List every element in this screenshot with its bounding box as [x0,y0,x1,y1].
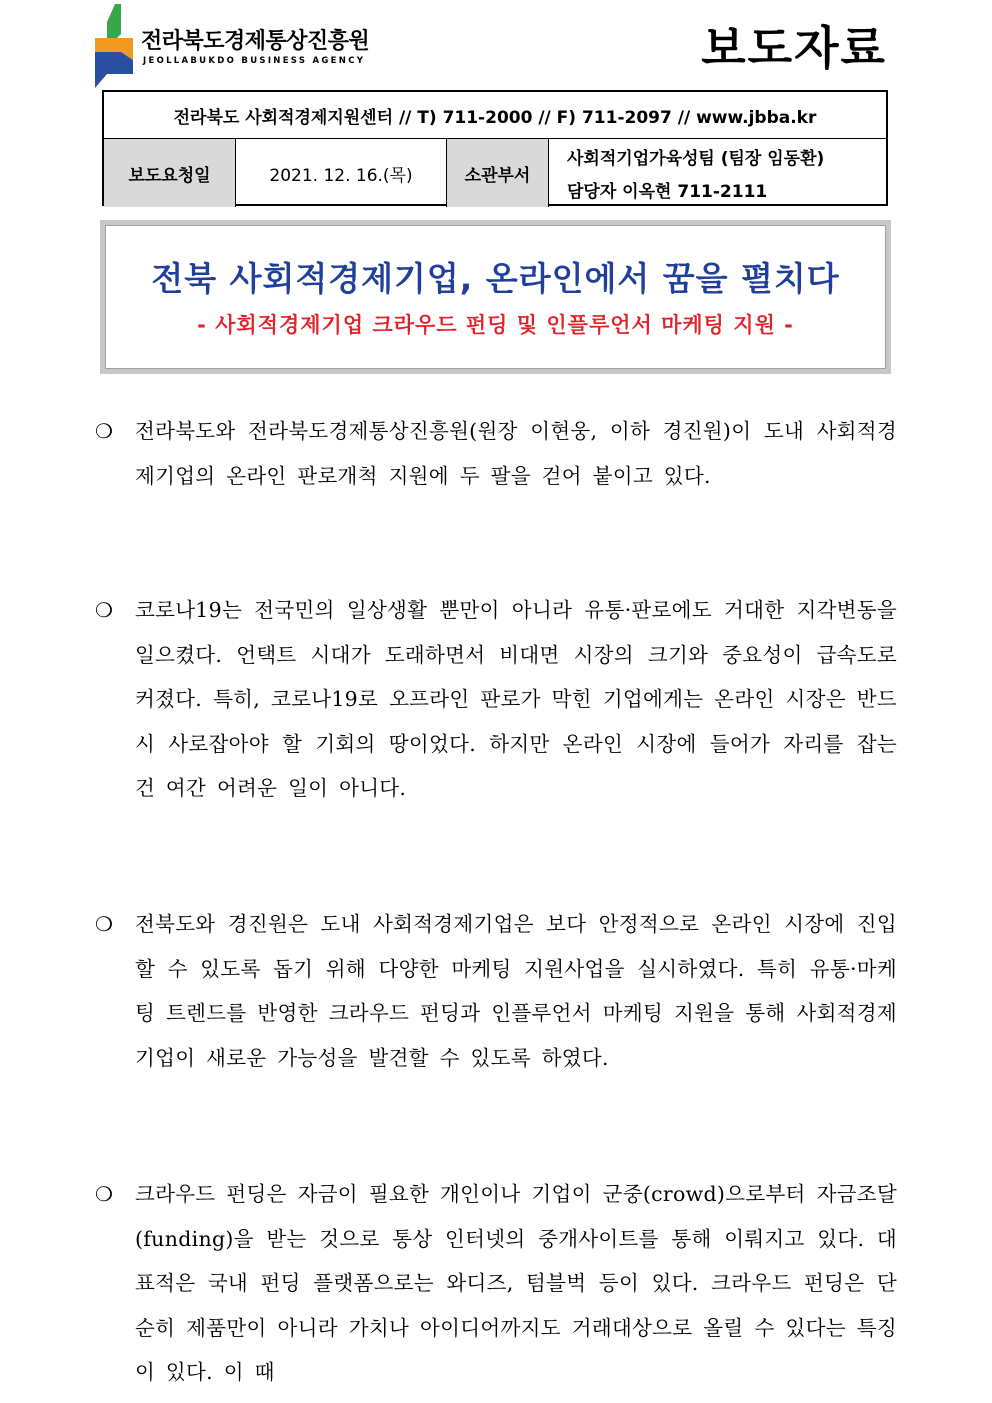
body-paragraph-2 [95,588,897,811]
paragraph-text: 크라우드 펀딩은 자금이 필요한 개인이나 기업이 군중(crowd)으로부터 자금조달(funding)을 받는 것으로 통상 인터넷의 중개사이트를 통해 이뤄지고 있다. 대표적은 국내 펀딩 플랫폼으로는 와디즈, 텀블벅 등이 있다. 크라우드 펀딩은 단순히 제품만이 아니라 가치나 아이디어까지도 거래대상으로 올릴 수 있다는 특징이 있다. 이 때 [135,1182,897,1385]
document-type-title: 보도자료 [701,21,887,75]
department-value: 사회적기업가육성팀 (팀장 임동환) [567,149,825,169]
contact-person: 담당자 이옥현 711-2111 [567,182,768,202]
department-label: 소관부서 [447,139,549,207]
body-paragraph-3 [95,902,897,1080]
body-paragraph-4 [95,1172,897,1395]
bullet-icon: ❍ [95,598,113,622]
press-info-table [102,90,888,206]
org-name-english: JEOLLABUKDO BUSINESS AGENCY [143,56,366,66]
info-row [104,139,886,207]
paragraph-text: 전북도와 경진원은 도내 사회적경제기업은 보다 안정적으로 온라인 시장에 진입할 수 있도록 돕기 위해 다양한 마케팅 지원사업을 실시하였다. 특히 유통·마케팅 트렌드를 반영한 크라우드 펀딩과 인플루언서 마케팅 지원을 통해 사회적경제기업이 새로운 가능성을 발견할 수 있도록 하였다. [135,912,897,1070]
headline-box [100,220,891,374]
release-date-value: 2021. 12. 16.(목) [236,139,447,207]
department-cell [549,139,886,207]
agency-logo [93,4,383,88]
paragraph-text: 전라북도와 전라북도경제통상진흥원(원장 이현웅, 이하 경진원)이 도내 사회적경제기업의 온라인 판로개척 지원에 두 팔을 걷어 붙이고 있다. [135,419,897,488]
release-date-label: 보도요청일 [104,139,236,207]
headline-title: 전북 사회적경제기업, 온라인에서 꿈을 펼치다 [151,259,840,298]
bullet-icon: ❍ [95,419,113,443]
headline-subtitle: - 사회적경제기업 크라우드 펀딩 및 인플루언서 마케팅 지원 - [197,313,794,337]
contact-line: 전라북도 사회적경제지원센터 // T) 711-2000 // F) 711-2097 // www.jbba.kr [104,92,886,139]
body-paragraph-1 [95,409,897,498]
bullet-icon: ❍ [95,912,113,936]
org-name-korean: 전라북도경제통상진흥원 [141,29,370,54]
bullet-icon: ❍ [95,1182,113,1206]
paragraph-text: 코로나19는 전국민의 일상생활 뿐만이 아니라 유통·판로에도 거대한 지각변동을 일으켰다. 언택트 시대가 도래하면서 비대면 시장의 크기와 중요성이 급속도로 커졌다. 특히, 코로나19로 오프라인 판로가 막힌 기업에게는 온라인 시장은 반드시 사로잡아야 할 기회의 땅이었다. 하지만 온라인 시장에 들어가 자리를 잡는 건 여간 어려운 일이 아니다. [135,598,897,801]
agency-logo-mark [93,4,137,88]
